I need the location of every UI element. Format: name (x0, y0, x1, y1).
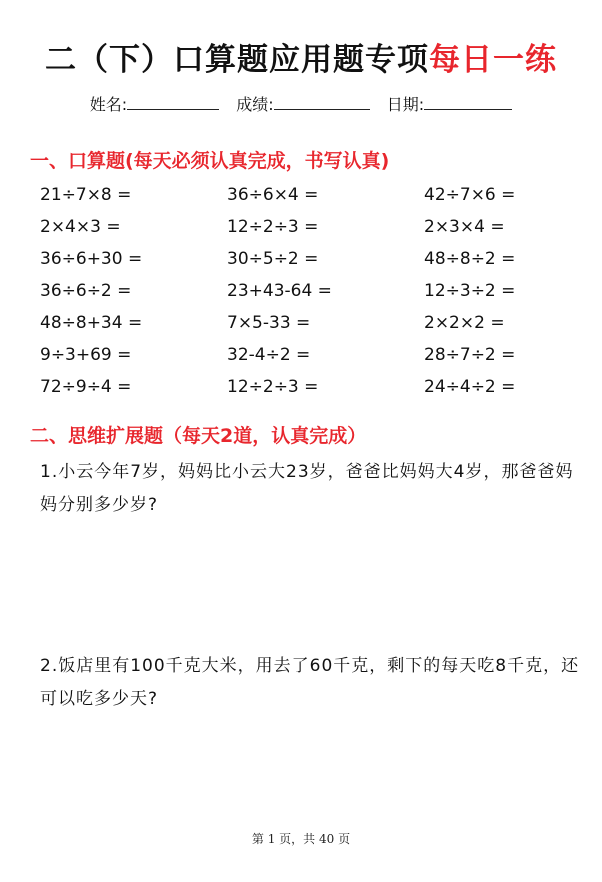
calc-item: 32-4÷2 = (227, 345, 311, 365)
name-label: 姓名: (89, 95, 128, 114)
calc-item: 2×4×3 = (40, 217, 121, 237)
score-label: 成绩: (236, 95, 274, 114)
calc-item: 30÷5÷2 = (227, 249, 319, 269)
calc-item: 48÷8÷2 = (424, 249, 516, 269)
calc-item: 2×3×4 = (424, 217, 505, 237)
title-accent: 每日一练 (429, 42, 557, 78)
calc-item: 12÷3÷2 = (424, 281, 516, 301)
section1-title: 一、口算题(每天必须认真完成，书写认真) (30, 150, 390, 172)
section2-title: 二、思维扩展题（每天2道，认真完成） (30, 425, 367, 447)
calc-item: 7×5-33 = (227, 313, 311, 333)
calc-item: 23+43-64 = (227, 281, 332, 301)
problem-2: 2.饭店里有100千克大米，用去了60千克，剩下的每天吃8千克，还可以吃多少天? (40, 656, 580, 709)
calc-item: 42÷7×6 = (424, 185, 516, 205)
score-blank[interactable] (274, 95, 370, 110)
calc-item: 2×2×2 = (424, 313, 505, 333)
page-footer: 第 1 页，共 40 页 (251, 832, 351, 846)
calc-item: 36÷6×4 = (227, 185, 319, 205)
name-field (90, 92, 219, 115)
calc-item: 12÷2÷3 = (227, 377, 319, 397)
problem-1: 1.小云今年7岁，妈妈比小云大23岁，爸爸比妈妈大4岁，那爸爸妈妈分别多少岁? (40, 462, 574, 515)
date-field (387, 92, 512, 115)
name-blank[interactable] (127, 95, 219, 110)
calc-item: 12÷2÷3 = (227, 217, 319, 237)
score-field (236, 92, 369, 115)
date-label: 日期: (386, 95, 425, 114)
page-title (0, 34, 602, 79)
calc-item: 48÷8+34 = (40, 313, 143, 333)
calc-item: 24÷4÷2 = (424, 377, 516, 397)
calc-item: 28÷7÷2 = (424, 345, 516, 365)
title-main: 二（下）口算题应用题专项 (45, 42, 429, 78)
calc-item: 72÷9÷4 = (40, 377, 132, 397)
calc-item: 36÷6+30 = (40, 249, 143, 269)
calc-item: 36÷6÷2 = (40, 281, 132, 301)
calc-item: 9÷3+69 = (40, 345, 132, 365)
date-blank[interactable] (424, 95, 512, 110)
calc-item: 21÷7×8 = (40, 185, 132, 205)
info-row (0, 92, 602, 115)
